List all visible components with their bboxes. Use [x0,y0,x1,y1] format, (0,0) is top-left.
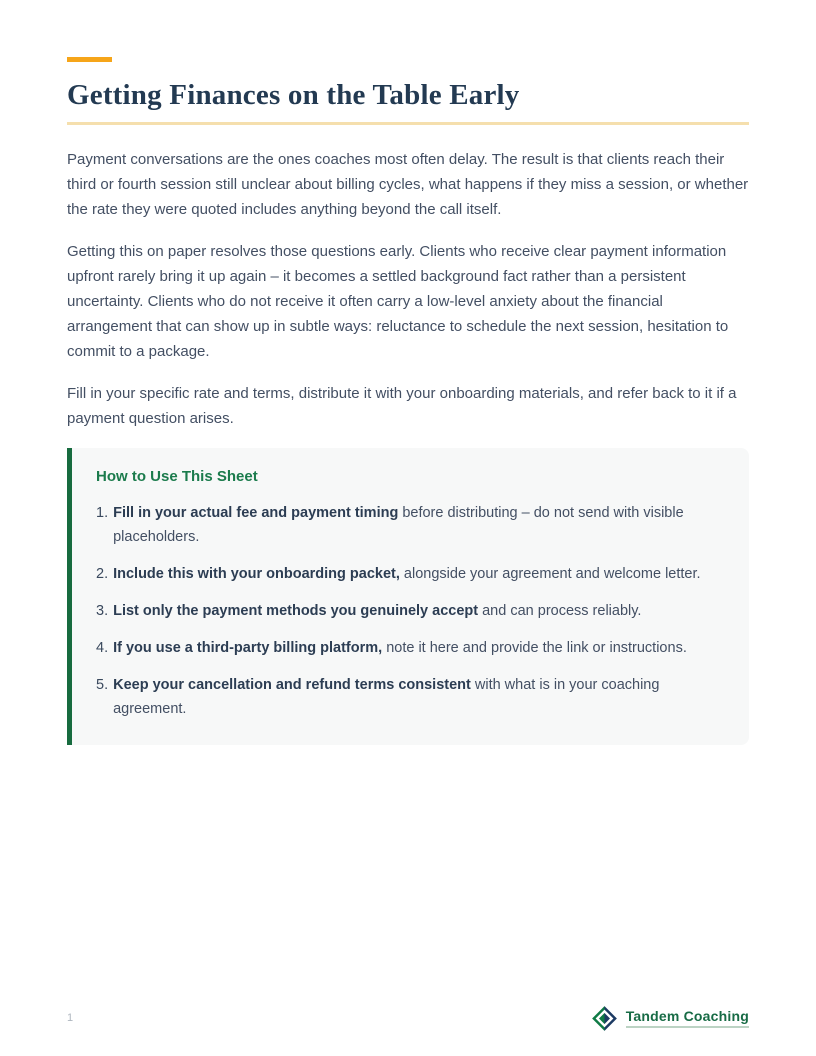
list-item-text [113,636,723,660]
title-accent-bar [67,57,112,62]
list-item [96,636,723,660]
list-item-bold-lead: Include this with your onboarding packet, [113,566,400,582]
title-underline-rule [67,122,749,125]
intro-section [67,147,749,431]
brand-logo-link[interactable] [591,1005,749,1032]
content-area [67,57,749,745]
list-item [96,501,723,549]
list-item-rest: and can process reliably. [478,603,642,619]
list-item [96,562,723,586]
callout-numbered-list [96,501,723,721]
list-item-bold-lead: Keep your cancellation and refund terms consistent [113,677,471,693]
list-item-number: 5. [96,677,109,693]
page-footer [67,1002,749,1034]
list-item [96,673,723,721]
list-item [96,599,723,623]
list-item-rest: before distributing – do not send with visible placeholders. [113,505,684,545]
page-title: Getting Finances on the Table Early [67,79,520,111]
list-item-bold-lead: List only the payment methods you genuinely accept [113,603,479,619]
tandem-diamond-icon [591,1005,618,1032]
page-number: 1 [67,1012,74,1024]
how-to-use-callout [67,448,749,745]
list-item-text [113,562,723,586]
brand-name: Tandem Coaching [626,1008,749,1028]
list-item-number: 3. [96,603,109,619]
list-item-text [113,599,723,623]
intro-paragraph-1: Payment conversations are the ones coaches most often delay. The result is that clients reach their third or fourth session still unclear about billing cycles, what happens if they miss a session, or whether the rate they were quoted includes anything beyond the call itself. [67,151,749,218]
intro-paragraph-3: Fill in your specific rate and terms, distribute it with your onboarding materials, and refer back to it if a payment question arises. [67,385,737,427]
list-item-rest: note it here and provide the link or instructions. [382,640,687,656]
list-item-rest: alongside your agreement and welcome letter. [399,566,701,582]
list-item-rest: with what is in your coaching agreement. [113,677,660,717]
callout-title: How to Use This Sheet [96,468,258,485]
list-item-number: 1. [96,505,109,521]
list-item-text [113,673,723,721]
list-item-bold-lead: If you use a third-party billing platform, [113,640,383,656]
list-item-text [113,501,723,549]
list-item-number: 4. [96,640,109,656]
intro-paragraph-2: Getting this on paper resolves those questions early. Clients who receive clear payment information upfront rarely bring it up again – it becomes a settled background fact rather than a persistent uncertainty. Clients who do not receive it often carry a low-level anxiety about the financial arrangement that can show up in subtle ways: reluctance to schedule the next session, hesitation to commit to a package. [67,243,729,360]
list-item-bold-lead: Fill in your actual fee and payment timing [113,505,399,521]
list-item-number: 2. [96,566,109,582]
